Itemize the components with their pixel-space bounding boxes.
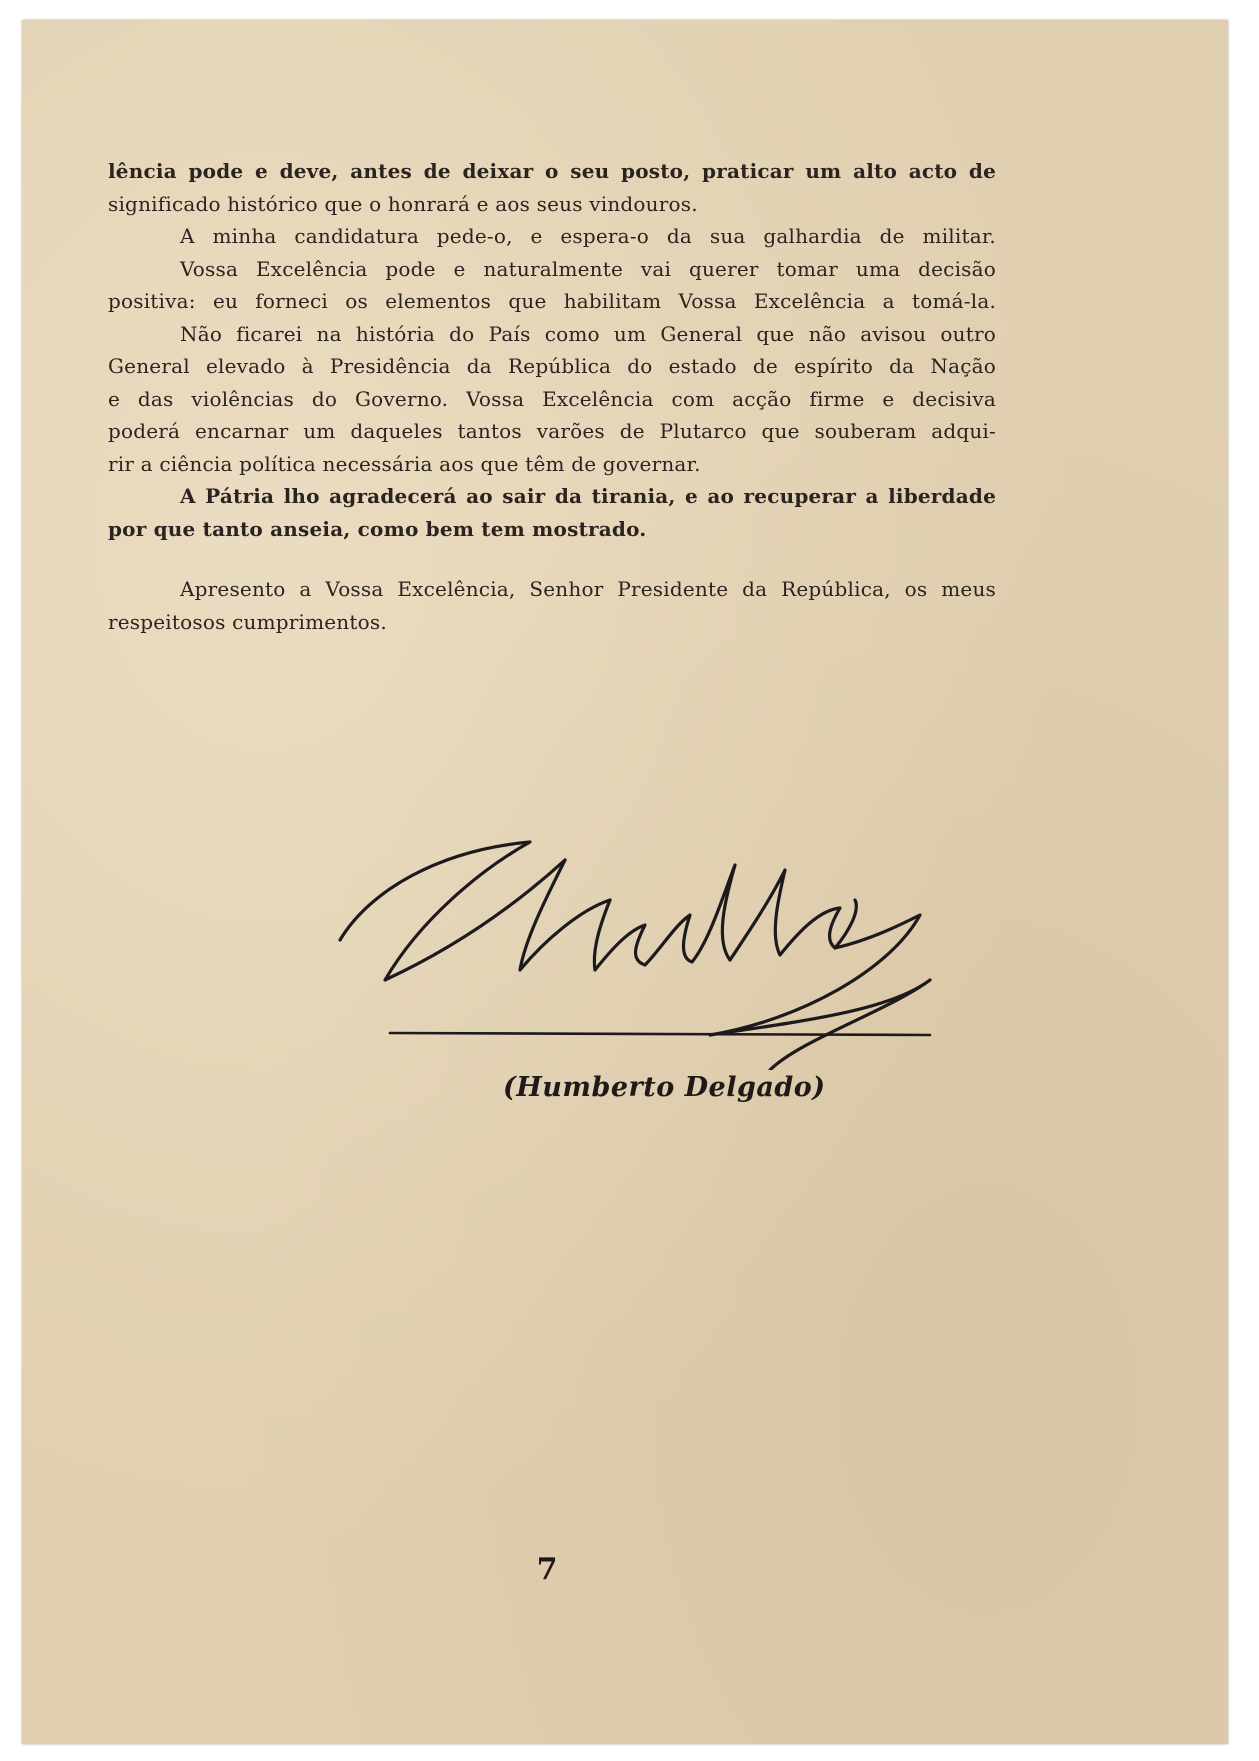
text-line: lência pode e deve, antes de deixar o seu posto, praticar um alto acto de (108, 159, 996, 183)
text-line: Não ficarei na história do País como um General que não avisou outro (180, 321, 996, 346)
text-line: Apresento a Vossa Excelência, Senhor Presidente da República, os meus (180, 577, 996, 601)
text-line: General elevado à Presidência da República do estado de espírito da Nação (108, 354, 996, 378)
text-line: A Pátria lho agradecerá ao sair da tirania, e ao recuperar a liberdade (180, 484, 996, 508)
text-line: e das violências do Governo. Vossa Excelência com acção firme e decisiva (108, 386, 996, 411)
text-line: significado histórico que o honrará e aos seus vindouros. (108, 191, 698, 216)
text-line: poderá encarnar um daqueles tantos varões de Plutarco que souberam adqui- (108, 419, 996, 443)
paragraph-gap (108, 545, 996, 573)
text-line: A minha candidatura pede-o, e espera-o da sua galhardia de militar. (180, 224, 996, 248)
page-number: 7 (536, 1552, 558, 1587)
text-line: respeitosos cumprimentos. (108, 609, 387, 634)
signature-name: (Humberto Delgado) (503, 1072, 826, 1103)
letter-body (108, 155, 996, 638)
text-line: Vossa Excelência pode e naturalmente vai querer tomar uma decisão (180, 256, 996, 281)
text-line: positiva: eu forneci os elementos que habilitam Vossa Excelência a tomá-la. (108, 289, 996, 313)
text-line: por que tanto anseia, como bem tem mostrado. (108, 516, 647, 541)
handwritten-signature (330, 830, 1010, 1070)
text-line: rir a ciência política necessária aos que têm de governar. (108, 451, 701, 476)
